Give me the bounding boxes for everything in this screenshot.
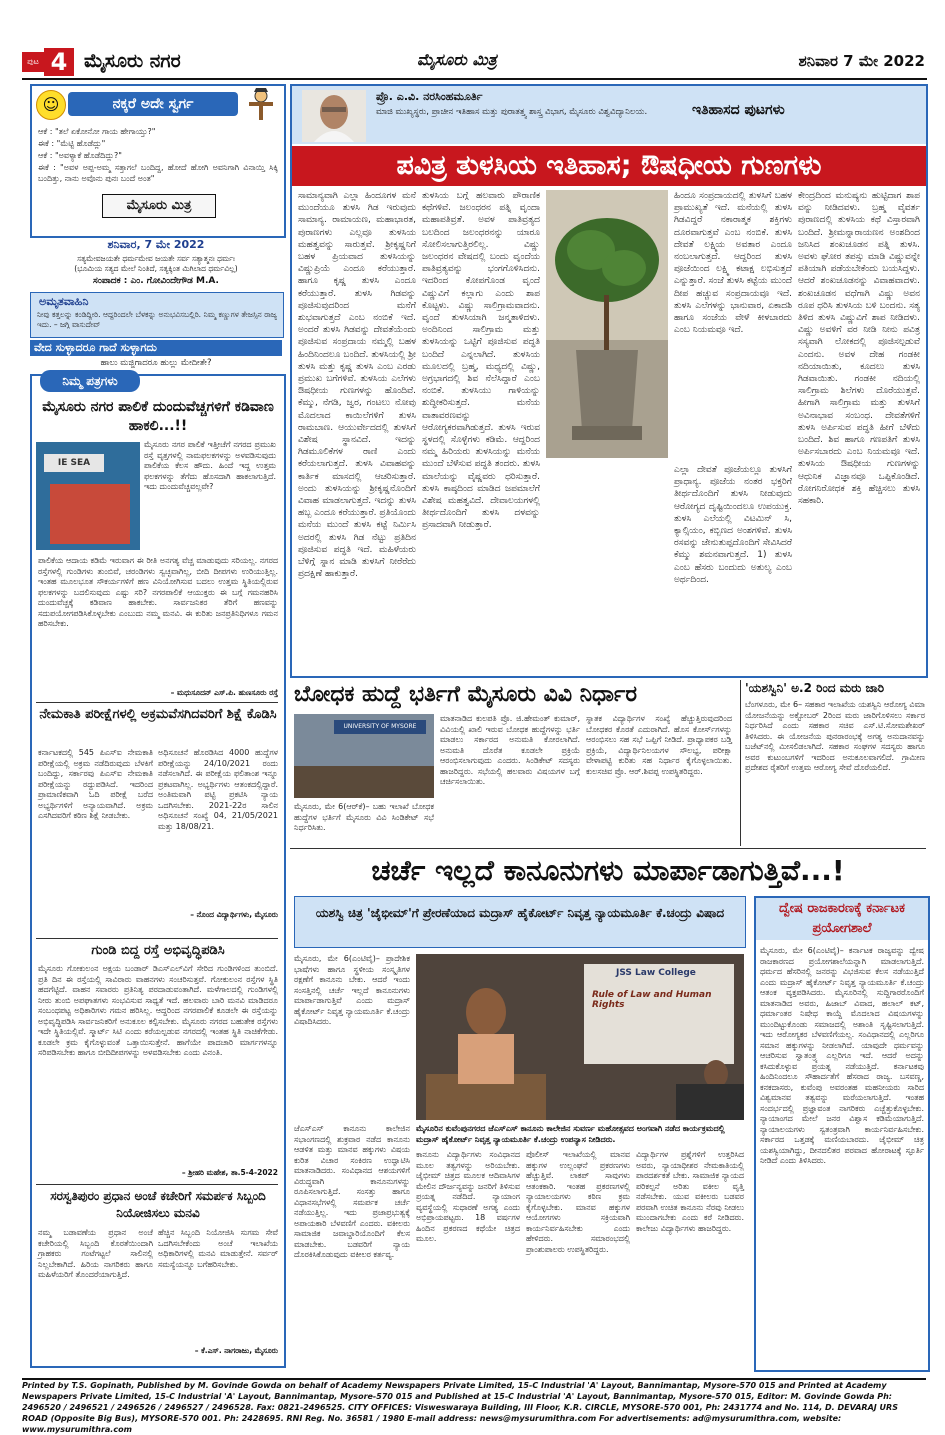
letter-sign: – ಶ್ರೀಹರಿ ಮಹೇಶ, ತಾ.5-4-2022 [181,1168,278,1177]
letter-body: ನಮ್ಮ ಬಡಾವಣೆಯ ಪ್ರಧಾನ ಅಂಚೆ ಕಚೇರಿಯಲ್ಲಿ ಸಿಬ್ಬಂದಿ ಕೊರತೆಯಿಂದಾಗಿ ಗ್ರಾಹಕರು ಗಂಟೆಗಟ್ಟಲೆ ಸಾಲಿನಲ್ಲಿ ನಿಲ್ಲಬೇಕಾಗಿದೆ. ಹಿರಿಯ ನಾಗರಿಕರು ಹಾಗೂ ಮಹಿಳೆಯರಿಗೆ ತೊಂದರೆಯಾಗುತ್ತಿದೆ. [38,1228,153,1279]
paper-date: ಶನಿವಾರ, 7 ಮೇ 2022 [107,238,205,251]
joke-line: ಆಕೆ : "ತಲೆ ಏಕೋನೋ ಗಾಯ ಹೇಗಾಯ್ತು?" [38,127,156,136]
letter-body: ಮೈಸೂರು ಗೋಕುಲಂನ ಅಕ್ಷಯ ಬಂಡಾರ್ ಡಿಎಸ್‌ಎಲ್‌ವಿಗೆ ಸೇರಿದ ಗುಂಡಿಗಳಿಂದ ತುಂಬಿದೆ. ಪ್ರತಿ ದಿನ ಈ ರಸ್ತೆಯಲ್ಲಿ ಸಾವಿರಾರು ವಾಹನಗಳು ಸಂಚರಿಸುತ್ತವೆ. ಗೋಕುಲಂನ ರಸ್ತೆಗಳ ಸ್ಥಿತಿ ಹದಗೆಟ್ಟಿದೆ. ವಾಹನ ಸವಾರರು ಪ್ರತಿನಿತ್ಯ ಪರದಾಡುವಂತಾಗಿದೆ. ಮಳೆಗಾಲದಲ್ಲಿ ಗುಂಡಿಗಳಲ್ಲಿ ನೀರು ತುಂಬಿ ಅಪಘಾತಗಳು ಸಂಭವಿಸುವ ಸಾಧ್ಯತೆ ಇದೆ. ಹಲವಾರು ಬಾರಿ ಮನವಿ ಮಾಡಿದರೂ ಸಂಬಂಧಪಟ್ಟ ಅಧಿಕಾರಿಗಳು ಗಮನ ಹರಿಸಿಲ್ಲ. ಆದ್ದರಿಂದ ನಗರಪಾಲಿಕೆ ಕೂಡಲೇ ಈ ರಸ್ತೆಯನ್ನು ಅಭಿವೃದ್ಧಿಪಡಿಸಿ ಸಾರ್ವಜನಿಕರಿಗೆ ಅನುಕೂಲ ಕಲ್ಪಿಸಬೇಕು. ಮೈಸೂರು ನಗರದ ಬಹುತೇಕ ರಸ್ತೆಗಳು ಇದೇ ಸ್ಥಿತಿಯಲ್ಲಿವೆ. ಸ್ಮಾರ್ಟ್ ಸಿಟಿ ಎಂದು ಕರೆಯಲ್ಪಡುವ ನಗರದಲ್ಲಿ ಇಂತಹ ಸ್ಥಿತಿ ನಾಚಿಕೆಗೇಡು. ಕೂಡಲೇ ಕ್ರಮ ಕೈಗೊಳ್ಳುವಂತೆ ಒತ್ತಾಯಿಸುತ್ತೇನೆ. ಹಾಗೆಯೇ ಪಾದಚಾರಿ ಮಾರ್ಗಗಳನ್ನೂ ಸರಿಪಡಿಸಬೇಕು ಹಾಗೂ ಬೀದಿದೀಪಗಳನ್ನು ಅಳವಡಿಸಬೇಕು ಎಂದು ವಿನಂತಿ. [38,964,278,1057]
footer-imprint: Printed by T.S. Gopinath, Published by M. Govinde Gowda on behalf of Academy Newspapers Private Limited, 15-C Industrial 'A' Layout, Bannimantap, Mysore-570 015 and Printed at Academy Newspapers Private Limited, 15-C Industrial 'A' Layout, Bannimantap, Mysore-570 015 and Published at 15-C Industrial 'A' Layout, Bannimantap, Mysore-570 015, Editor: M. Govinde Gowda Ph: 2496520 / 2496521 / 2496526 / 2496527 / 2496528. Fax: 0821-2496525. CITY OFFICES: Visweswaraya Building, III Floor, K.R. CIRCLE, MYSORE-570 001, Ph: 2431774 and No. 114, D. DEVARAJ URS ROAD (Opposite Big Bus), MYSORE-570 001. Ph: 2428695. RNI Reg. No. 36581 / 1980 E-mail address: news@mysurumithra.com For advertisements: ad@mysurumithra.com, website: www.mysurumithra.com [22,1378,926,1416]
joke-line: ಈಕೆ : "ಮೆಟ್ಟಿ ಹೊಡೆದ್ಲು" [38,139,106,148]
section-title: ಮೈಸೂರು ನಗರ [84,50,181,72]
article-column: ಪೊಲೀಸ್ ಇಲಾಖೆಯಲ್ಲಿ ಮಾನವ ಹಕ್ಕುಗಳ ಉಲ್ಲಂಘನೆ ಪ್ರಕರಣಗಳು ಹೆಚ್ಚುತ್ತಿವೆ. ಲಾಕಪ್ ಸಾವುಗಳು ಆತಂಕಕಾರಿ. ಇಂತಹ ಪ್ರಕರಣಗಳಲ್ಲಿ ನ್ಯಾಯಾಲಯಗಳು ಕಠಿಣ ಕ್ರಮ ಕೈಗೊಳ್ಳಬೇಕು. ಮಾನವ ಹಕ್ಕುಗಳ ಆಯೋಗಗಳು ಸಕ್ರಿಯವಾಗಿ ಕಾರ್ಯನಿರ್ವಹಿಸಬೇಕು ಎಂದು ಹೇಳಿದರು. ಸಮಾರಂಭದಲ್ಲಿ ಪ್ರಾಂಶುಪಾಲರು ಉಪಸ್ಥಿತರಿದ್ದರು. [526,1150,630,1254]
news-body: ಮಾತನಾಡಿದ ಕುಲಪತಿ ಪ್ರೊ. ಜಿ.ಹೇಮಂತ್ ಕುಮಾರ್, ವಿವಿಯಲ್ಲಿ ಖಾಲಿ ಇರುವ ಬೋಧಕ ಹುದ್ದೆಗಳನ್ನು ಭರ್ತಿ ಮಾಡಲು ಸರ್ಕಾರದ ಅನುಮತಿ ಕೋರಲಾಗಿದೆ. ಅನುಮತಿ ದೊರೆತ ಕೂಡಲೇ ಪ್ರಕ್ರಿಯೆ ಆರಂಭಿಸಲಾಗುವುದು ಎಂದರು. ಸಿಂಡಿಕೇಟ್ ಸದಸ್ಯರು ಹಾಜರಿದ್ದರು. ಸಭೆಯಲ್ಲಿ ಹಲವಾರು ವಿಷಯಗಳ ಬಗ್ಗೆ ಚರ್ಚಿಸಲಾಯಿತು. [440,714,580,786]
photo-banner: UNIVERSITY OF MYSORE [334,720,426,734]
letter-headline: ಸರಸ್ವತಿಪುರಂ ಪ್ರಧಾನ ಅಂಚೆ ಕಚೇರಿಗೆ ಸಮರ್ಪಕ ಸಿಬ್ಬಂದಿ ನಿಯೋಜಿಸಲು ಮನವಿ [50,1189,266,1220]
motto: ಸತ್ಯಮೇವಜಯತೇ ಧರ್ಮಮೇವ ಜಯತೇ ಸರ್ವ ಸತ್ಯಾತ್ಮನಃ ಧರ್ಮಃ [77,254,235,263]
humor-box [30,84,286,238]
letter-body: ಕರ್ನಾಟಕದಲ್ಲಿ 545 ಪಿಎಸ್‌ಐ ನೇಮಕಾತಿ ಪರೀಕ್ಷೆಯಲ್ಲಿ ಅಕ್ರಮ ನಡೆದಿರುವುದು ಬೆಳಕಿಗೆ ಬಂದಿದ್ದು, ಸರ್ಕಾರವು ಪಿಎಸ್‌ಐ ನೇಮಕಾತಿ ಪರೀಕ್ಷೆಯನ್ನು ರದ್ದುಪಡಿಸಿದೆ. ಇದರಿಂದ ಪ್ರಾಮಾಣಿಕವಾಗಿ ಓದಿ ಪರೀಕ್ಷೆ ಬರೆದ ಅಭ್ಯರ್ಥಿಗಳಿಗೆ ಅನ್ಯಾಯವಾಗಿದೆ. ಅಕ್ರಮ ಎಸಗಿದವರಿಗೆ ಕಠಿಣ ಶಿಕ್ಷೆ ನೀಡಬೇಕು. [38,748,153,820]
letter-body: ಮೈಸೂರು ನಗರ ಪಾಲಿಕೆ ಇತ್ತೀಚೆಗೆ ನಗರದ ಪ್ರಮುಖ ರಸ್ತೆ ವೃತ್ತಗಳಲ್ಲಿ ನಾಮಫಲಕಗಳನ್ನು ಅಳವಡಿಸುವುದು ಪಾಲಿಕೆಯ ಕೆಲಸ ಹೌದು. ಹಿಂದೆ ಇದ್ದ ಉತ್ತಮ ಫಲಕಗಳನ್ನು ತೆಗೆದು ಹೊಸದಾಗಿ ಹಾಕಲಾಗುತ್ತಿದೆ. ಇದು ದುಂದುವೆಚ್ಚವಲ್ಲವೇ? [144,440,276,491]
quote-box [30,292,284,338]
letter-sign: – ಮಧುಸೂದನ್ ಎಸ್.ಪಿ. ಹುಣಸೂರು ರಸ್ತೆ [170,688,278,697]
main-story [290,896,748,1368]
photo-college: JSS Law College [616,968,696,978]
masthead-date: ಶನಿವಾರ 7 ಮೇ 2022 [798,52,925,70]
article-column: ಕೇಂದ್ರದಿಂದ ಮನುಷ್ಯನು ಹುಟ್ಟಿದಾಗ ಶಾಪ ವನ್ನು ನೀಡಿದವಳು. ಬ್ರಹ್ಮ ವೈವರ್ತ ಪುರಾಣದಲ್ಲಿ ತುಳಸಿಯ ಕಥೆ ವಿಸ್ತಾರವಾಗಿ ಬಂದಿದೆ. ಶ್ರೀಮನ್ನಾರಾಯಣನ ಅಂಶದಿಂದ ಜನಿಸಿದ ಶಂಖಚೂಡನ ಪತ್ನಿ ತುಳಸಿ. ಅವಳು ಘೋರ ತಪಸ್ಸು ಮಾಡಿ ವಿಷ್ಣುವನ್ನೇ ಪತಿಯಾಗಿ ಪಡೆಯಬೇಕೆಂದು ಬಯಸಿದ್ದಳು. ಆದರೆ ಶಂಖಚೂಡನನ್ನು ವಿವಾಹವಾದಳು. ಶಂಖಚೂಡನ ವಧೆಗಾಗಿ ವಿಷ್ಣು ಅವನ ರೂಪ ಧರಿಸಿ ತುಳಸಿಯ ಬಳಿ ಬಂದನು. ಸತ್ಯ ತಿಳಿದ ತುಳಸಿ ವಿಷ್ಣುವಿಗೆ ಶಾಪ ನೀಡಿದಳು. ವಿಷ್ಣು ಅವಳಿಗೆ ವರ ನೀಡಿ ನೀನು ಪವಿತ್ರ ಸಸ್ಯವಾಗಿ ಲೋಕದಲ್ಲಿ ಪೂಜಿಸಲ್ಪಡುವೆ ಎಂದನು. ಅವಳ ದೇಹ ಗಂಡಕೀ ನದಿಯಾಯಿತು, ಕೂದಲು ತುಳಸಿ ಗಿಡವಾಯಿತು. ಗಂಡಕೀ ನದಿಯಲ್ಲಿ ಸಾಲಿಗ್ರಾಮ ಶಿಲೆಗಳು ದೊರೆಯುತ್ತವೆ. ಹೀಗಾಗಿ ಸಾಲಿಗ್ರಾಮ ಮತ್ತು ತುಳಸಿಗೆ ಅವಿನಾಭಾವ ಸಂಬಂಧ. ದೇವತೆಗಳಿಗೆ ತುಳಸಿ ಅರ್ಪಿಸುವ ಪದ್ಧತಿ ಹೀಗೆ ಬೆಳೆದು ಬಂದಿದೆ. ಶಿವ ಹಾಗೂ ಗಣಪತಿಗೆ ತುಳಸಿ ಅರ್ಪಿಸಬಾರದು ಎಂಬ ನಿಯಮವೂ ಇದೆ. ತುಳಸಿಯ ಔಷಧೀಯ ಗುಣಗಳನ್ನು ಆಧುನಿಕ ವಿಜ್ಞಾನವೂ ಒಪ್ಪಿಕೊಂಡಿದೆ. ರೋಗನಿರೋಧಕ ಶಕ್ತಿ ಹೆಚ್ಚಿಸಲು ತುಳಸಿ ಸಹಕಾರಿ. [798,191,920,507]
quote-text: ನೀವು ಕತ್ತಲನ್ನು ಕಂಡಿದ್ದೀರಿ. ಆದ್ದರಿಂದಲೇ ಬೆಳಕನ್ನು ಅನುಭವಿಸಬಲ್ಲಿರಿ. ನಿಮ್ಮ ಕಣ್ಣುಗಳ ತೇಜಸ್ಸಿನ ರಾಜ್ಯ ಇದು. – ಜಗ್ಗಿ ವಾಸುದೇವ್ [37,310,277,329]
letter-headline: ಗುಂಡಿ ಬಿದ್ದ ರಸ್ತೆ ಅಭಿವೃದ್ಧಿಪಡಿಸಿ [91,943,225,958]
side-headline: ದ್ವೇಷ ರಾಜಕಾರಣಕ್ಕೆ ಕರ್ನಾಟಕ ಪ್ರಯೋಗಶಾಲೆ [756,898,928,940]
article-column: ಮೈಸೂರು, ಮೇ 6(ಎಂಟಿವೈ)– ಪ್ರಾದೇಶಿಕ ಭಾಷೆಗಳು ಹಾಗೂ ಸ್ಥಳೀಯ ಸಂಸ್ಕೃತಿಗಳ ರಕ್ಷಣೆಗೆ ಕಾನೂನು ಬೇಕು. ಆದರೆ ಇಂದು ಸಂಸತ್ತಿನಲ್ಲಿ ಚರ್ಚೆ ಇಲ್ಲದೆ ಕಾನೂನುಗಳು ಮಾರ್ಪಾಡಾಗುತ್ತಿವೆ ಎಂದು ಮದ್ರಾಸ್ ಹೈಕೋರ್ಟ್ ನಿವೃತ್ತ ನ್ಯಾಯಮೂರ್ತಿ ಕೆ.ಚಂದ್ರು ವಿಷಾದಿಸಿದರು. [294,954,410,1026]
divider [36,1184,278,1185]
photo-caption: ಮೈಸೂರಿನ ಕುವೆಂಪುನಗರದ ಜೆಎಸ್‌ಎಸ್ ಕಾನೂನು ಕಾಲೇಜಿನ ಸುವರ್ಣ ಮಹೋತ್ಸವದ ಅಂಗವಾಗಿ ನಡೆದ ಕಾರ್ಯಕ್ರಮದಲ್ಲಿ ಮದ್ರಾಸ್ ಹೈಕೋರ್ಟ್ ನಿವೃತ್ತ ನ್ಯಾಯಮೂರ್ತಿ ಕೆ.ಚಂದ್ರು ಉಪನ್ಯಾಸ ನೀಡಿದರು. [416,1124,725,1144]
joke-line: ಈಕೆ : "ಅವಳ ಅಪ್ಪ-ಅಮ್ಮ ಸತ್ತಾಗಲೆ ಬಂದಿದ್ದ, ಹೋದೆ ಹೋಗಿ ಅವನಿಗಾಗಿ ವಿನಾಯ್ತಿ ಸಿಕ್ಕಿ ಬಂದಿತ್ತು, ನಾನು ಅವೊನು ಪುನಃ ಬಂದೆ ಅಂತ" [38,163,278,183]
editor-line: ಸಂಪಾದಕ : ಎಂ. ಗೋವಿಂದೇಗೌಡ M.A. [93,276,219,286]
news-body: ಸ್ನಾತಕ ವಿದ್ಯಾರ್ಥಿಗಳ ಸಂಖ್ಯೆ ಹೆಚ್ಚುತ್ತಿರುವುದರಿಂದ ಬೋಧಕರ ಕೊರತೆ ಎದುರಾಗಿದೆ. ಹೊಸ ಕೋರ್ಸ್‌ಗಳನ್ನು ಆರಂಭಿಸಲು ಸಹ ಸಭೆ ಒಪ್ಪಿಗೆ ನೀಡಿದೆ. ಪ್ರಾಧ್ಯಾಪಕರ ಬಡ್ತಿ ಪ್ರಕ್ರಿಯೆ, ವಿದ್ಯಾರ್ಥಿನಿಲಯಗಳ ಸೌಲಭ್ಯ, ಪರೀಕ್ಷಾ ವೇಳಾಪಟ್ಟಿ ಕುರಿತು ಸಹ ನಿರ್ಧಾರ ಕೈಗೊಳ್ಳಲಾಯಿತು. ಕುಲಸಚಿವ ಪ್ರೊ. ಆರ್.ಶಿವಪ್ಪ ಉಪಸ್ಥಿತರಿದ್ದರು. [586,714,732,776]
divider [36,938,278,939]
letters-title: ನಿಮ್ಮ ಪತ್ರಗಳು [40,370,140,392]
masthead [22,48,927,80]
letter-body: ಹೆಚ್ಚಿನ ಸಿಬ್ಬಂದಿ ನಿಯೋಜಿಸಿ ಸುಗಮ ಸೇವೆ ಒದಗಿಸಬೇಕೆಂದು ಅಂಚೆ ಇಲಾಖೆಯ ಅಧಿಕಾರಿಗಳಲ್ಲಿ ಮನವಿ ಮಾಡುತ್ತೇನೆ. ಸರ್ವರ್ ಸಮಸ್ಯೆಯನ್ನೂ ಬಗೆಹರಿಸಬೇಕು. [158,1228,278,1269]
news-headline: ಬೋಧಕ ಹುದ್ದೆ ಭರ್ತಿಗೆ ಮೈಸೂರು ವಿವಿ ನಿರ್ಧಾರ [294,682,637,707]
news-headline: 'ಯಶಸ್ವಿನಿ' ಅ.2 ರಿಂದ ಮರು ಜಾರಿ [745,681,885,695]
feature-article [290,84,928,678]
tulsi-photo [546,190,668,458]
letter-sign: – ನೊಂದ ವಿದ್ಯಾರ್ಥಿಗಳು, ಮೈಸೂರು [190,910,278,919]
letter-body: ಅಧಿಸೂಚನೆ ಹೊರಡಿಸಿದ 4000 ಹುದ್ದೆಗಳ ಪರೀಕ್ಷೆಯನ್ನು 24/10/2021 ರಂದು ನಡೆಸಲಾಗಿದೆ. ಈ ಪರೀಕ್ಷೆಯ ಫಲಿತಾಂಶ ಇನ್ನೂ ಪ್ರಕಟವಾಗಿಲ್ಲ. ಅಭ್ಯರ್ಥಿಗಳು ಆತಂಕದಲ್ಲಿದ್ದಾರೆ. ಅಂತಿಮವಾಗಿ ಪಟ್ಟಿ ಪ್ರಕಟಿಸಿ ನ್ಯಾಯ ಒದಗಿಸಬೇಕು. 2021-22ರ ಸಾಲಿನ ಅಧಿಸೂಚನೆ ಸಂಖ್ಯೆ 04, 21/05/2021 ಮತ್ತು 18/08/21. [158,748,278,831]
author-name: ಪ್ರೊ. ಎ.ವಿ. ನರಸಿಂಹಮೂರ್ತಿ [376,90,483,103]
motto-sub: (ಭೂಮಿಯ ಸತ್ಯದ ಮೇಲೆ ನಿಂತಿದೆ, ಸತ್ಯಕ್ಕಿಂತ ಮಿಗಿಲಾದ ಧರ್ಮವಿಲ್ಲ) [74,264,238,273]
news-yeshasvini [740,680,927,846]
proverb-text: ಹಾಲು ಮಜ್ಜಿಗಾದರೂ ಹುಲ್ಲು ಮೇದೀತೇ? [100,358,212,368]
laugh-icon: ☺ [36,90,66,120]
news-body: ಮೈಸೂರು, ಮೇ 6(ಆರ್‌ಕೆ)– ಬಹು ಇಲಾಖೆ ಬೋಧಕ ಹುದ್ದೆಗಳ ಭರ್ತಿಗೆ ಮೈಸೂರು ವಿವಿ ಸಿಂಡಿಕೇಟ್ ಸಭೆ ನಿರ್ಧರಿಸಿತು. [294,802,434,832]
article-column: ಎಲ್ಲಾ ದೇವತೆ ಪೂಜೆಯಲ್ಲೂ ತುಳಸಿಗೆ ಪ್ರಾಧಾನ್ಯ. ಪೂಜೆಯ ನಂತರ ಭಕ್ತರಿಗೆ ತೀರ್ಥದೊಂದಿಗೆ ತುಳಸಿ ನೀಡುವುದು ಆರೋಗ್ಯದ ದೃಷ್ಟಿಯಿಂದಲೂ ಉಪಯುಕ್ತ. ತುಳಸಿ ಎಲೆಯಲ್ಲಿ ವಿಟಮಿನ್ ಸಿ, ಕ್ಯಾಲ್ಸಿಯಂ, ಕಬ್ಬಿಣದ ಅಂಶಗಳಿವೆ. ತುಳಸಿ ರಸವನ್ನು ಜೇನುತುಪ್ಪದೊಂದಿಗೆ ಸೇವಿಸಿದರೆ ಕೆಮ್ಮು ಶಮನವಾಗುತ್ತದೆ. 1) ತುಳಸಿ ಎಂಬ ಹೆಸರು ಬಂದುದು ಅತುಲ್ಯ ಎಂಬ ಅರ್ಥದಿಂದ. [674,465,792,585]
page-number: 4 [44,48,74,76]
news-university [290,680,734,846]
scarecrow-icon [246,88,276,120]
humor-title: ನಕ್ಕರೆ ಅದೇ ಸ್ವರ್ಗ [68,92,238,116]
article-column: ಸಾಮಾನ್ಯವಾಗಿ ಎಲ್ಲಾ ಹಿಂದೂಗಳ ಮನೆ ಮುಂದೆಯೂ ತುಳಸಿ ಗಿಡ ಇರುವುದು ಸಾಮಾನ್ಯ. ರಾಮಾಯಣ, ಮಹಾಭಾರತ, ಪುರಾಣಗಳು ಎಲ್ಲವೂ ತುಳಸಿಯ ಮಹತ್ವವನ್ನು ಸಾರುತ್ತವೆ. ಶ್ರೀಕೃಷ್ಣನಿಗೆ ಬಹಳ ಪ್ರಿಯವಾದ ತುಳಸಿಯನ್ನು ವಿಷ್ಣುಪ್ರಿಯೆ ಎಂದೂ ಕರೆಯುತ್ತಾರೆ. ಹಾಗೂ ಕೃಷ್ಣ ತುಳಸಿ ಎಂದೂ ಕರೆಯುತ್ತಾರೆ. ತುಳಸಿ ಗಿಡವನ್ನು ಪೂಜಿಸುವುದರಿಂದ ಮನೆಗೆ ಶುಭವಾಗುತ್ತದೆ ಎಂಬ ನಂಬಿಕೆ ಇದೆ. ಅಂದರೆ ತುಳಸಿ ಗಿಡವನ್ನು ದೇವತೆಯೆಂದು ಪೂಜಿಸುವ ಸಂಪ್ರದಾಯ ನಮ್ಮಲ್ಲಿ ಬಹಳ ಹಿಂದಿನಿಂದಲೂ ಬಂದಿದೆ. ತುಳಸಿಯಲ್ಲಿ ಶ್ರೀ ತುಳಸಿ ಮತ್ತು ಕೃಷ್ಣ ತುಳಸಿ ಎಂಬ ಎರಡು ಪ್ರಮುಖ ಬಗೆಗಳಿವೆ. ತುಳಸಿಯ ಎಲೆಗಳು ಔಷಧೀಯ ಗುಣಗಳನ್ನು ಹೊಂದಿವೆ. ಕೆಮ್ಮು, ನೆಗಡಿ, ಜ್ವರ, ಗಂಟಲು ನೋವು ಮೊದಲಾದ ಕಾಯಿಲೆಗಳಿಗೆ ತುಳಸಿ ರಾಮಬಾಣ. ಆಯುರ್ವೇದದಲ್ಲಿ ತುಳಸಿಗೆ ವಿಶೇಷ ಸ್ಥಾನವಿದೆ. ಇದನ್ನು ಗಿಡಮೂಲಿಕೆಗಳ ರಾಣಿ ಎಂದು ಕರೆಯಲಾಗುತ್ತದೆ. ತುಳಸಿ ವಿವಾಹವನ್ನು ಕಾರ್ತಿಕ ಮಾಸದಲ್ಲಿ ಆಚರಿಸುತ್ತಾರೆ. ಅಂದು ತುಳಸಿಯನ್ನು ಶ್ರೀಕೃಷ್ಣನೊಂದಿಗೆ ವಿವಾಹ ಮಾಡಲಾಗುತ್ತದೆ. ಇದನ್ನು ತುಳಸಿ ಹಬ್ಬ ಎಂದೂ ಕರೆಯುತ್ತಾರೆ. ಪ್ರತಿಯೊಂದು ಮನೆಯ ಮುಂದೆ ತುಳಸಿ ಕಟ್ಟೆ ನಿರ್ಮಿಸಿ ಅದರಲ್ಲಿ ತುಳಸಿ ಗಿಡ ನೆಟ್ಟು ಪ್ರತಿದಿನ ಪೂಜಿಸುವ ಪದ್ಧತಿ ಇದೆ. ಮಹಿಳೆಯರು ಬೆಳಿಗ್ಗೆ ಸ್ನಾನ ಮಾಡಿ ತುಳಸಿಗೆ ನೀರೆರೆದು ಪ್ರದಕ್ಷಿಣೆ ಹಾಕುತ್ತಾರೆ. [298,191,416,580]
speaker-photo [416,954,744,1120]
banner-headline: ಚರ್ಚೆ ಇಲ್ಲದೆ ಕಾನೂನುಗಳು ಮಾರ್ಪಾಡಾಗುತ್ತಿವೆ...! [290,848,926,893]
author-photo [302,90,366,142]
author-role: ಮಾಜಿ ಮುಖ್ಯಸ್ಥರು, ಪ್ರಾಚೀನ ಇತಿಹಾಸ ಮತ್ತು ಪುರಾತತ್ತ್ವ ಶಾಸ್ತ್ರ ವಿಭಾಗ, ಮೈಸೂರು ವಿಶ್ವವಿದ್ಯಾನಿಲಯ. [376,107,648,117]
proverb-title: ವೇದ ಸುಳ್ಳಾದರೂ ಗಾದೆ ಸುಳ್ಳಾಗದು [30,340,282,356]
feature-headline: ಪವಿತ್ರ ತುಳಸಿಯ ಇತಿಹಾಸ; ಔಷಧೀಯ ಗುಣಗಳು [292,146,926,186]
letter-body: ಪಾಲಿಕೆಯ ಆದಾಯ ಕಡಿಮೆ ಇರುವಾಗ ಈ ರೀತಿ ಅನಗತ್ಯ ವೆಚ್ಚ ಮಾಡುವುದು ಸರಿಯಲ್ಲ. ನಗರದ ರಸ್ತೆಗಳಲ್ಲಿ ಗುಂಡಿಗಳು ತುಂಬಿವೆ, ಚರಂಡಿಗಳು ಸ್ವಚ್ಛವಾಗಿಲ್ಲ, ಬೀದಿ ದೀಪಗಳು ಉರಿಯುತ್ತಿಲ್ಲ. ಇಂತಹ ಮೂಲಭೂತ ಸೌಕರ್ಯಗಳಿಗೆ ಹಣ ವಿನಿಯೋಗಿಸುವ ಬದಲು ಉತ್ತಮ ಸ್ಥಿತಿಯಲ್ಲಿರುವ ಫಲಕಗಳನ್ನು ಬದಲಿಸುವುದು ಎಷ್ಟು ಸರಿ? ನಗರಪಾಲಿಕೆ ಆಯುಕ್ತರು ಈ ಬಗ್ಗೆ ಗಮನಹರಿಸಿ ದುಂದುವೆಚ್ಚಕ್ಕೆ ಕಡಿವಾಣ ಹಾಕಬೇಕು. ಸಾರ್ವಜನಿಕರ ತೆರಿಗೆ ಹಣವನ್ನು ಸದುಪಯೋಗಪಡಿಸಿಕೊಳ್ಳಬೇಕು ಎಂಬುದು ನಮ್ಮ ಮನವಿ. ಈ ಕುರಿತು ಜನಪ್ರತಿನಿಧಿಗಳೂ ಗಮನ ಹರಿಸಬೇಕು. [38,556,278,628]
joke-line: ಆಕೆ : "ಅವಳ್ಯಾಕೆ ಹೊಡೆದಿದ್ಲು?" [38,151,122,160]
letter-headline: ಮೈಸೂರು ನಗರ ಪಾಲಿಕೆ ದುಂದುವೆಚ್ಚಗಳಿಗೆ ಕಡಿವಾಣ ಹಾಕಲಿ...!! [42,399,274,434]
divider [36,702,278,703]
letters-section [30,374,286,1368]
meeting-photo [294,714,434,798]
sidebar [22,84,282,1374]
side-news [754,896,930,1372]
letter-sign: – ಕೆ.ಎಸ್. ನಾಗರಾಜು, ಮೈಸೂರು [194,1346,278,1355]
letter-photo: IE SEA [36,442,140,550]
article-column: ತುಳಸಿಯ ಬಗ್ಗೆ ಹಲವಾರು ಪೌರಾಣಿಕ ಕಥೆಗಳಿವೆ. ಜಲಂಧರನ ಪತ್ನಿ ವೃಂದಾ ಮಹಾಪತಿವ್ರತೆ. ಅವಳ ಪಾತಿವ್ರತ್ಯದ ಬಲದಿಂದ ಜಲಂಧರನನ್ನು ಯಾರೂ ಸೋಲಿಸಲಾಗುತ್ತಿರಲಿಲ್ಲ. ವಿಷ್ಣು ಜಲಂಧರನ ವೇಷದಲ್ಲಿ ಬಂದು ವೃಂದೆಯ ಪಾತಿವ್ರತ್ಯವನ್ನು ಭಂಗಗೊಳಿಸಿದನು. ಇದರಿಂದ ಕೋಪಗೊಂಡ ವೃಂದೆ ವಿಷ್ಣುವಿಗೆ ಕಲ್ಲಾಗು ಎಂದು ಶಾಪ ಕೊಟ್ಟಳು. ವಿಷ್ಣು ಸಾಲಿಗ್ರಾಮವಾದನು. ವೃಂದೆ ತುಳಸಿಯಾಗಿ ಜನ್ಮತಾಳಿದಳು. ಅಂದಿನಿಂದ ಸಾಲಿಗ್ರಾಮ ಮತ್ತು ತುಳಸಿಯನ್ನು ಒಟ್ಟಿಗೆ ಪೂಜಿಸುವ ಪದ್ಧತಿ ಬಂದಿದೆ ಎನ್ನಲಾಗಿದೆ. ತುಳಸಿಯ ಮೂಲದಲ್ಲಿ ಬ್ರಹ್ಮ, ಮಧ್ಯದಲ್ಲಿ ವಿಷ್ಣು, ಅಗ್ರಭಾಗದಲ್ಲಿ ಶಿವ ನೆಲೆಸಿದ್ದಾರೆ ಎಂಬ ನಂಬಿಕೆ. ತುಳಸಿಯು ಗಾಳಿಯನ್ನು ಶುದ್ಧೀಕರಿಸುತ್ತದೆ. ಮನೆಯ ವಾತಾವರಣವನ್ನು ಆರೋಗ್ಯಕರವಾಗಿಡುತ್ತದೆ. ತುಳಸಿ ಇರುವ ಸ್ಥಳದಲ್ಲಿ ಸೊಳ್ಳೆಗಳು ಕಡಿಮೆ. ಆದ್ದರಿಂದ ನಮ್ಮ ಹಿರಿಯರು ತುಳಸಿಯನ್ನು ಮನೆಯ ಮುಂದೆ ಬೆಳೆಸುವ ಪದ್ಧತಿ ತಂದರು. ತುಳಸಿ ಮಾಲೆಯನ್ನು ವೈಷ್ಣವರು ಧರಿಸುತ್ತಾರೆ. ತುಳಸಿ ಕಾಷ್ಠದಿಂದ ಮಾಡಿದ ಜಪಮಾಲೆಗೆ ವಿಶೇಷ ಮಹತ್ವವಿದೆ. ದೇವಾಲಯಗಳಲ್ಲಿ ತೀರ್ಥದೊಂದಿಗೆ ತುಳಸಿ ದಳವನ್ನು ಪ್ರಸಾದವಾಗಿ ನೀಡುತ್ತಾರೆ. [422,191,540,531]
news-body: ಮೈಸೂರು, ಮೇ 6(ಎಂಟಿವೈ)– ಕರ್ನಾಟಕ ರಾಜ್ಯವನ್ನು ದ್ವೇಷ ರಾಜಕಾರಣದ ಪ್ರಯೋಗಶಾಲೆಯನ್ನಾಗಿ ಮಾಡಲಾಗುತ್ತಿದೆ. ಧರ್ಮದ ಹೆಸರಿನಲ್ಲಿ ಜನರನ್ನು ವಿಭಜಿಸುವ ಕೆಲಸ ನಡೆಯುತ್ತಿದೆ ಎಂದು ಮದ್ರಾಸ್ ಹೈಕೋರ್ಟ್ ನಿವೃತ್ತ ನ್ಯಾಯಮೂರ್ತಿ ಕೆ.ಚಂದ್ರು ಆತಂಕ ವ್ಯಕ್ತಪಡಿಸಿದರು. ಮೈಸೂರಿನಲ್ಲಿ ಸುದ್ದಿಗಾರರೊಂದಿಗೆ ಮಾತನಾಡಿದ ಅವರು, ಹಿಜಾಬ್ ವಿವಾದ, ಹಲಾಲ್ ಕಟ್, ಧರ್ಮಾಂತರ ನಿಷೇಧ ಕಾಯ್ದೆ ಮೊದಲಾದ ವಿಷಯಗಳನ್ನು ಮುಂದಿಟ್ಟುಕೊಂಡು ಸಮಾಜದಲ್ಲಿ ಅಶಾಂತಿ ಸೃಷ್ಟಿಸಲಾಗುತ್ತಿದೆ. ಇದು ಆರೋಗ್ಯಕರ ಬೆಳವಣಿಗೆಯಲ್ಲ. ಸಂವಿಧಾನದಲ್ಲಿ ಎಲ್ಲರಿಗೂ ಸಮಾನ ಹಕ್ಕುಗಳನ್ನು ನೀಡಲಾಗಿದೆ. ಯಾವುದೇ ಧರ್ಮವನ್ನು ಆಚರಿಸುವ ಸ್ವಾತಂತ್ರ್ಯ ಎಲ್ಲರಿಗೂ ಇದೆ. ಆದರೆ ಅದನ್ನು ಕಸಿದುಕೊಳ್ಳುವ ಪ್ರಯತ್ನ ನಡೆಯುತ್ತಿದೆ. ಕರ್ನಾಟಕವು ಹಿಂದಿನಿಂದಲೂ ಸೌಹಾರ್ದತೆಗೆ ಹೆಸರಾದ ರಾಜ್ಯ. ಬಸವಣ್ಣ, ಕನಕದಾಸರು, ಕುವೆಂಪು ಅವರಂತಹ ಮಹನೀಯರು ಸಾರಿದ ವಿಶ್ವಮಾನವ ತತ್ವವನ್ನು ಮರೆಯಲಾಗುತ್ತಿದೆ. ಇಂತಹ ಸಂದರ್ಭದಲ್ಲಿ ಪ್ರಜ್ಞಾವಂತ ನಾಗರಿಕರು ಎಚ್ಚೆತ್ತುಕೊಳ್ಳಬೇಕು. ನ್ಯಾಯಾಂಗದ ಮೇಲೆ ಜನರ ವಿಶ್ವಾಸ ಕಡಿಮೆಯಾಗುತ್ತಿದೆ. ನ್ಯಾಯಾಲಯಗಳು ಸ್ವತಂತ್ರವಾಗಿ ಕಾರ್ಯನಿರ್ವಹಿಸಬೇಕು. ಸರ್ಕಾರದ ಒತ್ತಡಕ್ಕೆ ಮಣಿಯಬಾರದು. ಜೈಭೀಮ್ ಚಿತ್ರ ಯಶಸ್ವಿಯಾಗಿದ್ದು, ದೀನದಲಿತರ ಪರವಾದ ಹೋರಾಟಕ್ಕೆ ಸ್ಫೂರ್ತಿ ನೀಡಿದೆ ಎಂದು ತಿಳಿಸಿದರು. [760,946,924,1165]
article-column: ಕಾನೂನು ವಿದ್ಯಾರ್ಥಿಗಳು ಸಂವಿಧಾನದ ಮೂಲ ತತ್ವಗಳನ್ನು ಅರಿಯಬೇಕು. ಜೈಭೀಮ್ ಚಿತ್ರದ ಮೂಲಕ ಆದಿವಾಸಿಗಳ ಮೇಲಿನ ದೌರ್ಜನ್ಯವನ್ನು ಜನರಿಗೆ ತಿಳಿಸುವ ಪ್ರಯತ್ನ ನಡೆದಿದೆ. ನ್ಯಾಯಾಂಗ ವ್ಯವಸ್ಥೆಯಲ್ಲಿ ಸುಧಾರಣೆ ಅಗತ್ಯ ಎಂದು ಅಭಿಪ್ರಾಯಪಟ್ಟರು. 18 ವರ್ಷಗಳ ಹಿಂದಿನ ಪ್ರಕರಣದ ಕಥೆಯೇ ಚಿತ್ರದ ಮೂಲ. [416,1150,520,1243]
article-column: ಹಿಂದೂ ಸಂಪ್ರದಾಯದಲ್ಲಿ ತುಳಸಿಗೆ ಬಹಳ ಪ್ರಾಮುಖ್ಯತೆ ಇದೆ. ಮನೆಯಲ್ಲಿ ತುಳಸಿ ಗಿಡವಿದ್ದರೆ ನಕಾರಾತ್ಮಕ ಶಕ್ತಿಗಳು ದೂರವಾಗುತ್ತವೆ ಎಂಬ ನಂಬಿಕೆ. ತುಳಸಿ ದೇವತೆ ಲಕ್ಷ್ಮಿಯ ಅವತಾರ ಎಂದೂ ನಂಬಲಾಗುತ್ತದೆ. ಆದ್ದರಿಂದ ತುಳಸಿ ಪೂಜೆಯಿಂದ ಲಕ್ಷ್ಮಿ ಕಟಾಕ್ಷ ಲಭಿಸುತ್ತದೆ ಎನ್ನುತ್ತಾರೆ. ಸಂಜೆ ತುಳಸಿ ಕಟ್ಟೆಯ ಮುಂದೆ ದೀಪ ಹಚ್ಚುವ ಸಂಪ್ರದಾಯವೂ ಇದೆ. ತುಳಸಿ ಎಲೆಗಳನ್ನು ಭಾನುವಾರ, ಏಕಾದಶಿ ಹಾಗೂ ಸಂಜೆಯ ವೇಳೆ ಕೀಳಬಾರದು ಎಂಬ ನಿಯಮವೂ ಇದೆ. [674,191,792,336]
article-column: ವಿದ್ಯಾರ್ಥಿಗಳ ಪ್ರಶ್ನೆಗಳಿಗೆ ಉತ್ತರಿಸಿದ ಅವರು, ನ್ಯಾಯಾಧೀಶರ ನೇಮಕಾತಿಯಲ್ಲಿ ಪಾರದರ್ಶಕತೆ ಬೇಕು. ಸಾಮಾಜಿಕ ನ್ಯಾಯದ ಪರಿಕಲ್ಪನೆ ಅರಿತು ವಕೀಲ ವೃತ್ತಿ ನಡೆಸಬೇಕು. ಯುವ ವಕೀಲರು ಬಡವರ ಪರವಾಗಿ ಉಚಿತ ಕಾನೂನು ನೆರವು ನೀಡಲು ಮುಂದಾಗಬೇಕು ಎಂದು ಕರೆ ನೀಡಿದರು. ಕಾಲೇಜು ವಿದ್ಯಾರ್ಥಿಗಳು ಹಾಜರಿದ್ದರು. [636,1150,744,1233]
page-label: ಪುಟ [22,52,44,72]
letter-headline: ನೇಮಕಾತಿ ಪರೀಕ್ಷೆಗಳಲ್ಲಿ ಅಕ್ರಮವೆಸಗಿದವರಿಗೆ ಶಿಕ್ಷೆ ಕೊಡಿಸಿ [39,707,277,722]
masthead-logo: ಮೈಸೂರು ಮಿತ್ರ [417,50,497,69]
column-name: ಇತಿಹಾಸದ ಪುಟಗಳು [692,102,785,118]
paper-nameplate: ಮೈಸೂರು ಮಿತ್ರ [102,194,216,218]
news-body: ಬೆಂಗಳೂರು, ಮೇ 6– ಸಹಕಾರ ಇಲಾಖೆಯ ಯಶಸ್ವಿನಿ ಆರೋಗ್ಯ ವಿಮಾ ಯೋಜನೆಯನ್ನು ಅಕ್ಟೋಬರ್ 2ರಿಂದ ಮರು ಜಾರಿಗೊಳಿಸಲು ಸರ್ಕಾರ ನಿರ್ಧರಿಸಿದೆ ಎಂದು ಸಹಕಾರ ಸಚಿವ ಎಸ್.ಟಿ.ಸೋಮಶೇಖರ್ ತಿಳಿಸಿದರು. ಈ ಯೋಜನೆಯ ಪುನರಾರಂಭಕ್ಕೆ ಅಗತ್ಯ ಅನುದಾನವನ್ನು ಬಜೆಟ್‌ನಲ್ಲಿ ಮೀಸಲಿಡಲಾಗಿದೆ. ಸಹಕಾರ ಸಂಘಗಳ ಸದಸ್ಯರು ಹಾಗೂ ಅವರ ಕುಟುಂಬಗಳಿಗೆ ಇದರಿಂದ ಅನುಕೂಲವಾಗಲಿದೆ. ಗ್ರಾಮೀಣ ಪ್ರದೇಶದ ರೈತರಿಗೆ ಉತ್ತಮ ಆರೋಗ್ಯ ಸೇವೆ ದೊರೆಯಲಿದೆ. [745,700,925,772]
author-strip [292,86,926,144]
photo-banner: Rule of Law and Human Rights [592,990,712,1010]
article-column: ಜೆಎಸ್‌ಎಸ್ ಕಾನೂನು ಕಾಲೇಜಿನ ಸಭಾಂಗಣದಲ್ಲಿ ಶುಕ್ರವಾರ ನಡೆದ ಕಾನೂನು ಆಡಳಿತ ಮತ್ತು ಮಾನವ ಹಕ್ಕುಗಳು ವಿಷಯ ಕುರಿತ ವಿಚಾರ ಸಂಕಿರಣ ಉದ್ಘಾಟಿಸಿ ಮಾತನಾಡಿದರು. ಸಂವಿಧಾನದ ಆಶಯಗಳಿಗೆ ವಿರುದ್ಧವಾಗಿ ಕಾನೂನುಗಳನ್ನು ರೂಪಿಸಲಾಗುತ್ತಿದೆ. ಸಂಸತ್ತು ಹಾಗೂ ವಿಧಾನಸಭೆಗಳಲ್ಲಿ ಸಮರ್ಪಕ ಚರ್ಚೆ ನಡೆಯುತ್ತಿಲ್ಲ. ಇದು ಪ್ರಜಾಪ್ರಭುತ್ವಕ್ಕೆ ಅಪಾಯಕಾರಿ ಬೆಳವಣಿಗೆ ಎಂದರು. ವಕೀಲರು ಸಾಮಾಜಿಕ ಜವಾಬ್ದಾರಿಯೊಂದಿಗೆ ಕೆಲಸ ಮಾಡಬೇಕು. ಬಡವರಿಗೆ ನ್ಯಾಯ ದೊರಕಿಸಿಕೊಡುವುದು ವಕೀಲರ ಕರ್ತವ್ಯ. [294,1124,410,1259]
story-subhead: ಯಶಸ್ವಿ ಚಿತ್ರ 'ಜೈಭೀಮ್'ಗೆ ಪ್ರೇರಣೆಯಾದ ಮದ್ರಾಸ್ ಹೈಕೋರ್ಟ್ ನಿವೃತ್ತ ನ್ಯಾಯಮೂರ್ತಿ ಕೆ.ಚಂದ್ರು ವಿಷಾದ [294,896,746,948]
quote-title: ಅಮೃತವಾಹಿನಿ [39,295,89,308]
